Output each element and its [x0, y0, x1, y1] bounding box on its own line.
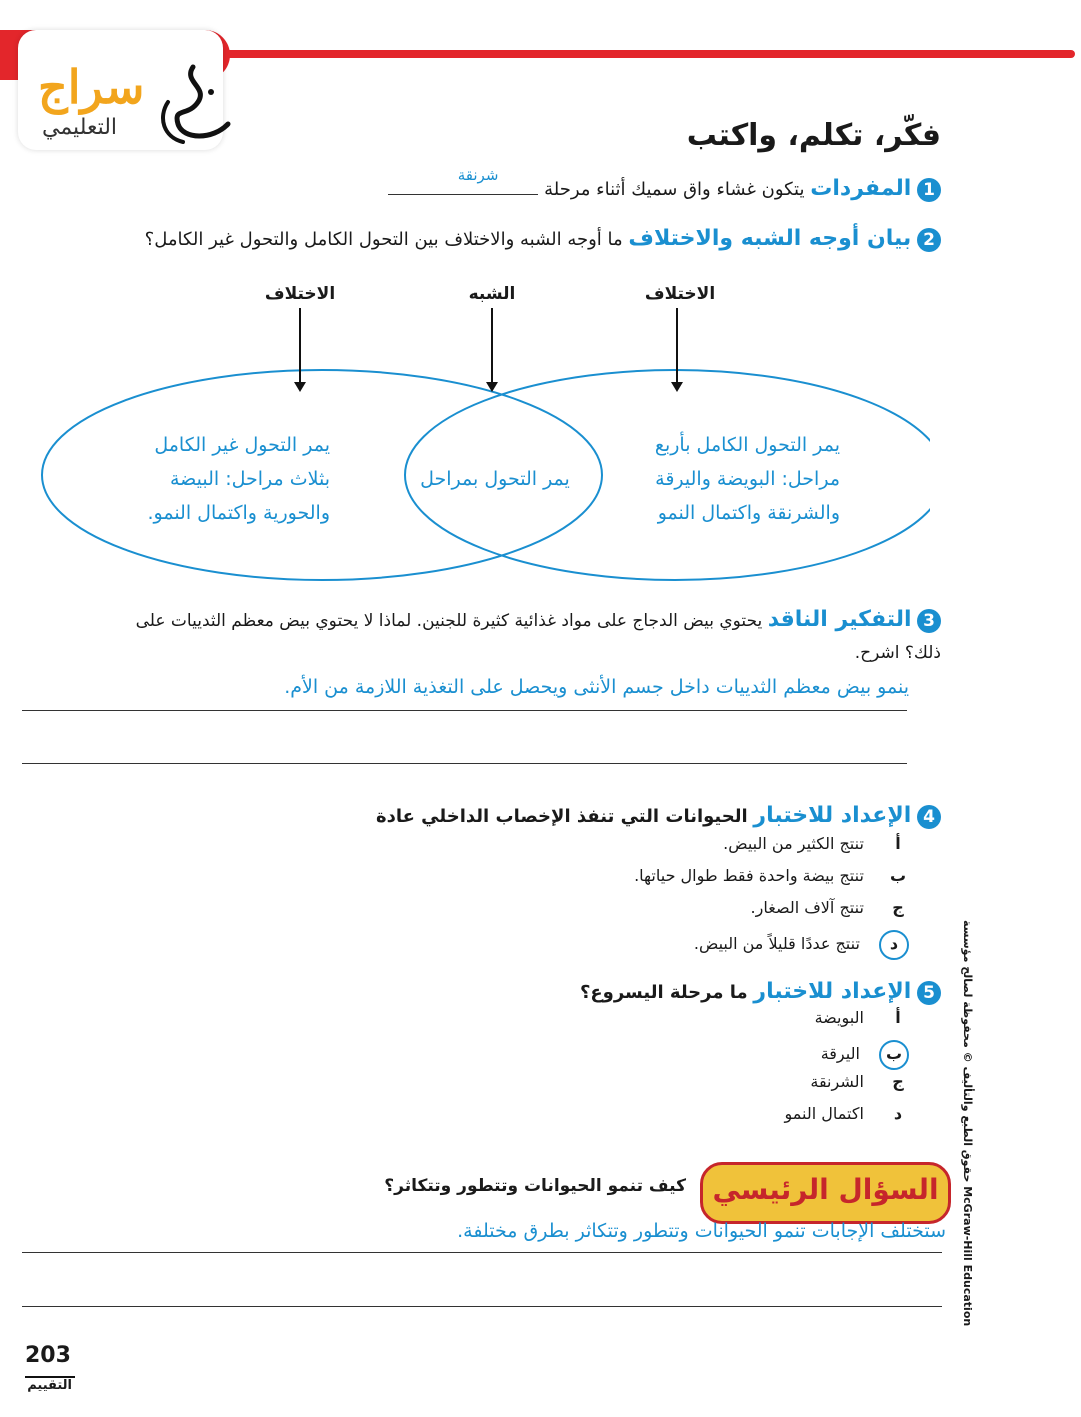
- question-number: 4: [917, 805, 941, 829]
- choice-text: تنتج الكثير من البيض.: [723, 834, 864, 853]
- choice-item[interactable]: [309, 898, 909, 930]
- venn-middle-text: يمر التحول بمراحل: [420, 468, 570, 490]
- choice-text: تنتج بيضة واحدة فقط طوال حياتها.: [634, 866, 864, 885]
- question-text: يحتوي بيض الدجاج على مواد غذائية كثيرة للجنين. لماذا لا يحتوي بيض معظم الثدييات على ذلك؟ اشرح.: [135, 611, 941, 663]
- header-red-bar: [190, 50, 1075, 58]
- calligraphy-icon: [153, 62, 238, 147]
- venn-right-text: يمر التحول الكامل بأربع مراحل: البويضة واليرقة والشرنقة واكتمال النمو: [654, 434, 840, 524]
- question-5: [121, 976, 941, 1009]
- question-number: 5: [917, 981, 941, 1005]
- choice-letter: ب: [889, 866, 907, 885]
- question-4: [121, 800, 941, 833]
- choice-text: تنتج آلاف الصغار.: [750, 898, 864, 917]
- question-text: يتكون غشاء واق سميك أثناء مرحلة: [544, 179, 805, 200]
- question-label: بيان أوجه الشبه والاختلاف: [628, 226, 912, 251]
- choice-item-selected[interactable]: [309, 930, 909, 962]
- essential-question-text: كيف تنمو الحيوانات وتتطور وتتكاثر؟: [384, 1176, 686, 1196]
- answer-line: [22, 1252, 942, 1253]
- logo-main-text: سراج: [38, 60, 145, 114]
- choice-item[interactable]: [509, 1008, 909, 1040]
- venn-middle-heading: الشبه: [468, 284, 516, 304]
- choice-item[interactable]: [509, 1072, 909, 1104]
- choice-letter: أ: [895, 1008, 901, 1027]
- question-label: التفكير الناقد: [767, 607, 912, 632]
- choice-item[interactable]: [309, 866, 909, 898]
- choice-item-selected[interactable]: [509, 1040, 909, 1072]
- choice-text: تنتج عددًا قليلاً من البيض.: [693, 934, 860, 953]
- question-number: 2: [917, 228, 941, 252]
- page-title: فكّر، تكلم، واكتب: [686, 118, 941, 153]
- brand-logo: [18, 30, 223, 150]
- choice-letter: د: [893, 1104, 903, 1123]
- answer-line: [22, 710, 907, 711]
- venn-right-heading: الاختلاف: [644, 284, 716, 304]
- section-name: التقييم: [27, 1378, 72, 1393]
- question-label: المفردات: [810, 176, 912, 201]
- question-2: [61, 222, 941, 257]
- choice-item[interactable]: [509, 1104, 909, 1136]
- choice-letter: أ: [895, 834, 901, 853]
- question-number: 3: [917, 609, 941, 633]
- q3-answer[interactable]: ينمو بيض معظم الثدييات داخل جسم الأنثى ويحصل على التغذية اللازمة من الأم.: [284, 676, 909, 698]
- choice-text: اكتمال النمو: [784, 1104, 864, 1123]
- answer-line: [22, 763, 907, 764]
- question-1: [141, 166, 941, 207]
- q5-choices: [509, 1008, 909, 1136]
- answer-line: [22, 1306, 942, 1307]
- venn-left-text: يمر التحول غير الكامل بثلاث مراحل: البيضة والحورية واكتمال النمو.: [147, 434, 330, 524]
- logo-sub-text: التعليمي: [42, 115, 118, 140]
- page-number: 203: [25, 1343, 71, 1368]
- answer-blank[interactable]: [388, 166, 538, 195]
- answer-text: شرنقة: [457, 166, 499, 184]
- essential-answer[interactable]: ستختلف الإجابات تنمو الحيوانات وتتطور وتتكاثر بطرق مختلفة.: [457, 1220, 946, 1242]
- selected-choice-letter: د: [879, 930, 909, 960]
- choice-text: البويضة: [814, 1008, 864, 1027]
- choice-text: الشرنقة: [810, 1072, 864, 1091]
- question-text: الحيوانات التي تنفذ الإخصاب الداخلي عادة: [376, 806, 748, 827]
- question-text: ما مرحلة اليسروع؟: [579, 982, 748, 1003]
- venn-left-heading: الاختلاف: [264, 284, 336, 304]
- choice-letter: ج: [892, 898, 904, 917]
- choice-letter: ج: [892, 1072, 904, 1091]
- question-label: الإعداد للاختبار: [753, 803, 912, 828]
- question-text: ما أوجه الشبه والاختلاف بين التحول الكامل والتحول غير الكامل؟: [144, 229, 623, 250]
- essential-question-badge: السؤال الرئيسي: [700, 1162, 951, 1224]
- choice-item[interactable]: [309, 834, 909, 866]
- question-3: [121, 604, 941, 669]
- question-label: الإعداد للاختبار: [753, 979, 912, 1004]
- choice-text: اليرقة: [820, 1044, 860, 1063]
- q4-choices: [309, 834, 909, 962]
- selected-choice-letter: ب: [879, 1040, 909, 1070]
- venn-diagram: [20, 280, 930, 590]
- copyright-sidebar: [950, 920, 978, 1340]
- question-number: 1: [917, 178, 941, 202]
- copyright-text: حقوق الطبع والتأليف © محفوظة لصالح مؤسسة McGraw-Hill Education: [961, 920, 974, 1327]
